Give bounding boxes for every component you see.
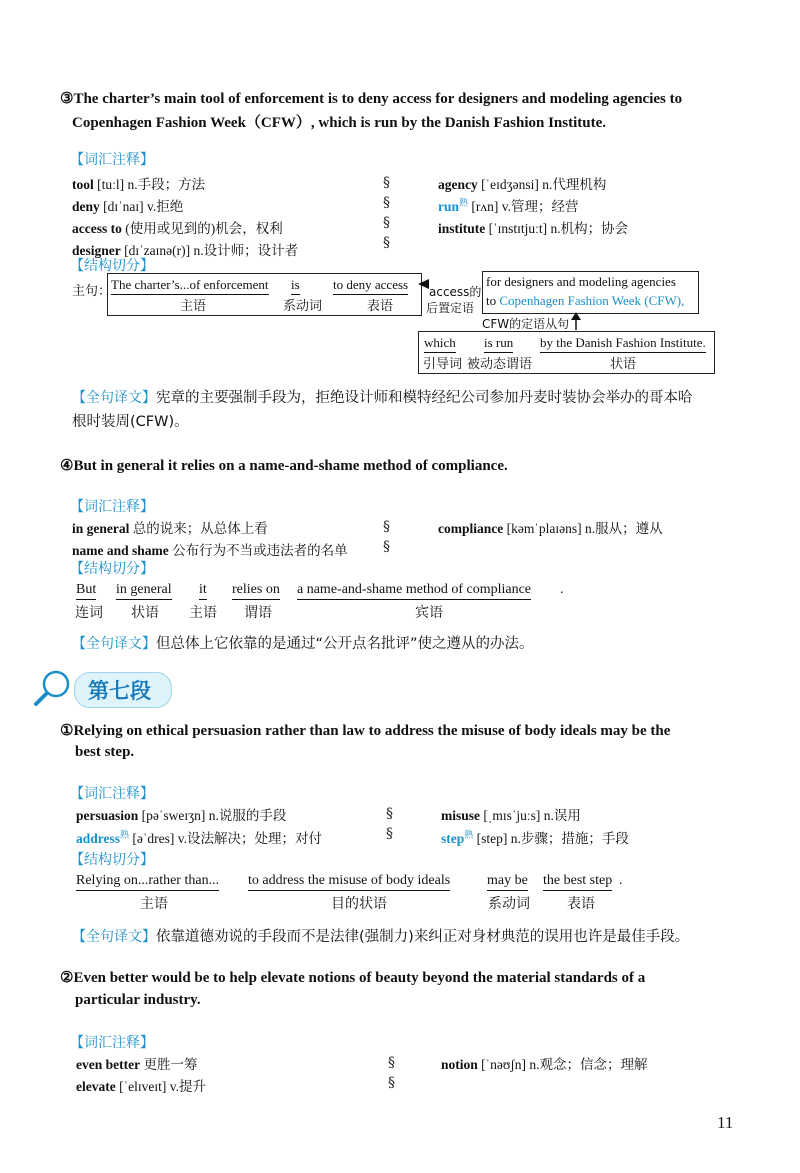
vocab-item: compliance [kəmˈplaɪəns] n.服从；遵从 <box>438 521 663 536</box>
arrow-up-icon <box>571 312 581 330</box>
structure-label: 【结构切分】 <box>70 258 154 274</box>
predicative-role: 表语 <box>367 299 394 314</box>
translation-line-1: 【全句译文】宪章的主要强制手段为，拒绝设计师和模特经纪公司参加丹麦时装协会举办的哥本哈 <box>72 390 693 406</box>
segment-role: 表语 <box>567 896 595 912</box>
magnifier-icon <box>30 668 76 708</box>
vocab-item: misuse [ˌmɪsˈjuːs] n.误用 <box>441 808 581 823</box>
sentence-7-1-line-2: best step. <box>75 744 135 760</box>
subject-text: The charter’s...of enforcement <box>111 277 269 295</box>
segment-text: the best step <box>543 873 612 891</box>
post-attr-note-1: access的 <box>429 285 482 299</box>
vocab-item: tool [tuːl] n.手段；方法 <box>72 177 206 192</box>
segment-role: 系动词 <box>488 896 530 912</box>
linking-verb-role: 系动词 <box>283 299 323 314</box>
sentence-7-2-line-1: ②Even better would be to help elevate notions of beauty beyond the material standards of a <box>60 970 646 986</box>
vocab-item: access to (使用或见到的)机会，权利 <box>72 221 283 236</box>
vocab-item: elevate [ˈelɪveɪt] v.提升 <box>76 1079 206 1094</box>
subject-role: 主语 <box>180 299 207 314</box>
sentence-4: ④But in general it relies on a name-and-shame method of compliance. <box>60 458 508 474</box>
segment-text: it <box>199 582 207 600</box>
predicative-text: to deny access <box>333 277 408 295</box>
vocab-label: 【词汇注释】 <box>70 499 154 515</box>
passive-verb-role: 被动态谓语 <box>467 357 533 372</box>
divider-swirl: § § § § <box>383 175 390 251</box>
structure-label: 【结构切分】 <box>70 561 154 577</box>
segment-role: 谓语 <box>244 605 272 621</box>
vocab-item: notion [ˈnəʊʃn] n.观念；信念；理解 <box>441 1057 648 1072</box>
vocab-label: 【词汇注释】 <box>70 1035 154 1051</box>
segment-role: 主语 <box>140 896 168 912</box>
passive-verb-text: is run <box>484 335 513 353</box>
vocab-label: 【词汇注释】 <box>70 152 154 168</box>
vocab-item: run$^熟$ [rʌn] v.管理；经营 <box>438 197 579 214</box>
post-attr-note-2: 后置定语 <box>426 301 475 315</box>
vocab-item: name and shame 公布行为不当或违法者的名单 <box>72 543 348 558</box>
segment-role: 主语 <box>189 605 217 621</box>
segment-text: in general <box>116 582 172 600</box>
vocab-item: deny [dɪˈnaɪ] v.拒绝 <box>72 199 184 214</box>
segment-role: 状语 <box>131 605 159 621</box>
translation-line: 【全句译文】但总体上它依靠的是通过“公开点名批评”使之遵从的办法。 <box>72 636 534 652</box>
vocab-item: designer [dɪˈzaɪnə(r)] n.设计师；设计者 <box>72 243 299 258</box>
attributive-line-1: for designers and modeling agencies <box>486 274 676 289</box>
relative-word-text: which <box>424 335 456 353</box>
clause-note: CFW的定语从句 <box>482 317 570 331</box>
translation-line-2: 根时装周(CFW)。 <box>72 414 189 430</box>
sentence-3-line-1: ③The charter’s main tool of enforcement is to deny access for designers and modeling agencies to <box>60 91 683 107</box>
segment-text: relies on <box>232 582 280 600</box>
adverbial-text: by the Danish Fashion Institute. <box>540 335 706 353</box>
attributive-line-2: to Copenhagen Fashion Week (CFW), <box>486 293 685 308</box>
segment-role: 连词 <box>75 605 103 621</box>
divider-swirl: § § <box>386 806 393 842</box>
segment-text: But <box>76 582 96 600</box>
segment-role: 目的状语 <box>331 896 387 912</box>
divider-swirl: § § <box>388 1055 395 1091</box>
segment-text: a name-and-shame method of compliance <box>297 582 531 600</box>
linking-verb-text: is <box>291 277 300 295</box>
sentence-7-1-line-1: ①Relying on ethical persuasion rather than law to address the misuse of body ideals may be the <box>60 723 671 739</box>
vocab-item: step$^熟$ [step] n.步骤；措施；手段 <box>441 829 629 846</box>
vocab-item: address$^熟$ [əˈdres] v.设法解决；处理；对付 <box>76 829 322 846</box>
vocab-label: 【词汇注释】 <box>70 786 154 802</box>
divider-swirl: § § <box>383 519 390 555</box>
vocab-item: persuasion [pəˈsweɪʒn] n.说服的手段 <box>76 808 287 823</box>
page-number: 11 <box>717 1113 734 1132</box>
section-title: 第七段 <box>88 679 151 703</box>
vocab-item: institute [ˈɪnstɪtjuːt] n.机构；协会 <box>438 221 629 236</box>
sentence-7-2-line-2: particular industry. <box>75 992 201 1008</box>
main-clause-label: 主句： <box>72 284 112 299</box>
vocab-item: agency [ˈeɪdʒənsi] n.代理机构 <box>438 177 607 192</box>
adverbial-role: 状语 <box>610 357 637 372</box>
vocab-item: in general 总的说来；从总体上看 <box>72 521 268 536</box>
segment-text: to address the misuse of body ideals <box>248 873 450 891</box>
relative-word-role: 引导词 <box>423 357 463 372</box>
sentence-3-line-2: Copenhagen Fashion Week（CFW）, which is run by the Danish Fashion Institute. <box>72 115 606 131</box>
segment-text: may be <box>487 873 528 891</box>
segment-role: 宾语 <box>415 605 443 621</box>
segment-text: Relying on...rather than... <box>76 873 219 891</box>
translation-line: 【全句译文】依靠道德劝说的手段而不是法律(强制力)来纠正对身材典范的误用也许是最佳手段。 <box>72 929 690 945</box>
structure-label: 【结构切分】 <box>70 852 154 868</box>
vocab-item: even better 更胜一筹 <box>76 1057 198 1072</box>
